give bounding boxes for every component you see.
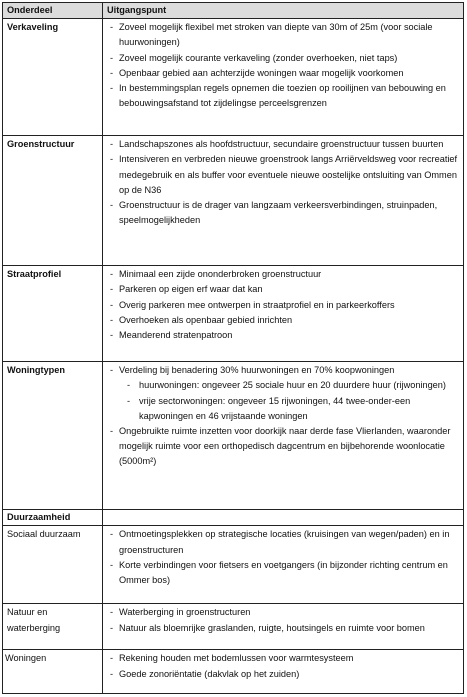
section-row [3, 510, 464, 526]
row-content-sociaal-duurzaam [103, 526, 464, 604]
list-item: - Korte verbindingen voor fietsers en voetgangers (in bijzonder richting centrum en Ommer bos) [107, 558, 460, 588]
table-row [3, 266, 464, 362]
list-item: - Groenstructuur is de drager van langzaam verkeersverbindingen, struinpaden, speelmogelijkheden [107, 198, 460, 228]
sub-list-item: - vrije sectorwoningen: ongeveer 15 rijwoningen, 44 twee-onder-een kapwoningen en 46 vrijstaande woningen [107, 394, 460, 424]
list-item: - Meanderend stratenpatroon [107, 328, 460, 343]
row-content-groenstructuur [103, 136, 464, 266]
list-item: - Verdeling bij benadering 30% huurwoningen en 70% koopwoningen [107, 363, 460, 378]
requirements-table [2, 2, 464, 694]
row-label-verkaveling: Verkaveling [3, 19, 103, 136]
table-row [3, 136, 464, 266]
row-label-groenstructuur: Groenstructuur [3, 136, 103, 266]
table-row [3, 526, 464, 604]
list-item: - Goede zonoriëntatie (dakvlak op het zuiden) [107, 667, 460, 682]
list-item: - Rekening houden met bodemlussen voor warmtesysteem [107, 651, 460, 666]
list-item: - Openbaar gebied aan achterzijde woningen waar mogelijk voorkomen [107, 66, 460, 81]
list-item: - Zoveel mogelijk flexibel met stroken van diepte van 30m of 25m (voor sociale huurwoningen) [107, 20, 460, 50]
row-label-natuur-waterberging: Natuur en waterberging [3, 604, 103, 650]
header-uitgangspunt: Uitgangspunt [103, 3, 464, 19]
header-onderdeel: Onderdeel [3, 3, 103, 19]
table-row [3, 19, 464, 136]
table-row [3, 604, 464, 650]
table-row [3, 650, 464, 694]
list-item: - In bestemmingsplan regels opnemen die toezien op rooilijnen van bebouwing en bebouwingsafstand tot zijdelingse perceelsgrenzen [107, 81, 460, 111]
row-label-sociaal-duurzaam: Sociaal duurzaam [3, 526, 103, 604]
list-item: - Overhoeken als openbaar gebied inrichten [107, 313, 460, 328]
row-label-woningtypen: Woningtypen [3, 362, 103, 510]
row-label-woningen: Woningen [3, 650, 103, 694]
sub-list-item: - huurwoningen: ongeveer 25 sociale huur en 20 duurdere huur (rijwoningen) [107, 378, 460, 393]
table-header-row [3, 3, 464, 19]
table-row [3, 362, 464, 510]
list-item: - Natuur als bloemrijke graslanden, ruigte, houtsingels en ruimte voor bomen [107, 621, 460, 636]
row-content-verkaveling [103, 19, 464, 136]
list-item: - Overig parkeren mee ontwerpen in straatprofiel en in parkeerkoffers [107, 298, 460, 313]
row-content-woningtypen [103, 362, 464, 510]
list-item: - Parkeren op eigen erf waar dat kan [107, 282, 460, 297]
list-item: - Minimaal een zijde ononderbroken groenstructuur [107, 267, 460, 282]
list-item: - Intensiveren en verbreden nieuwe groenstrook langs Arriërveldsweg voor recreatief medegebruik en als buffer voor eventuele nieuwe oostelijke ontsluiting van Ommen op de N36 [107, 152, 460, 198]
row-content-straatprofiel [103, 266, 464, 362]
list-item: - Zoveel mogelijk courante verkaveling (zonder overhoeken, niet taps) [107, 51, 460, 66]
row-label-straatprofiel: Straatprofiel [3, 266, 103, 362]
row-content-natuur-waterberging [103, 604, 464, 650]
list-item: - Waterberging in groenstructuren [107, 605, 460, 620]
list-item: - Ongebruikte ruimte inzetten voor doorkijk naar derde fase Vlierlanden, waaronder mogelijk ruimte voor een orthopedisch dagcentrum en bijbehorende woonlocatie (5000m²) [107, 424, 460, 470]
list-item: - Landschapszones als hoofdstructuur, secundaire groenstructuur tussen buurten [107, 137, 460, 152]
row-content-woningen [103, 650, 464, 694]
list-item: - Ontmoetingsplekken op strategische locaties (kruisingen van wegen/paden) en in groenstructuren [107, 527, 460, 557]
section-label-duurzaamheid: Duurzaamheid [3, 510, 103, 526]
section-empty-cell [103, 510, 464, 526]
